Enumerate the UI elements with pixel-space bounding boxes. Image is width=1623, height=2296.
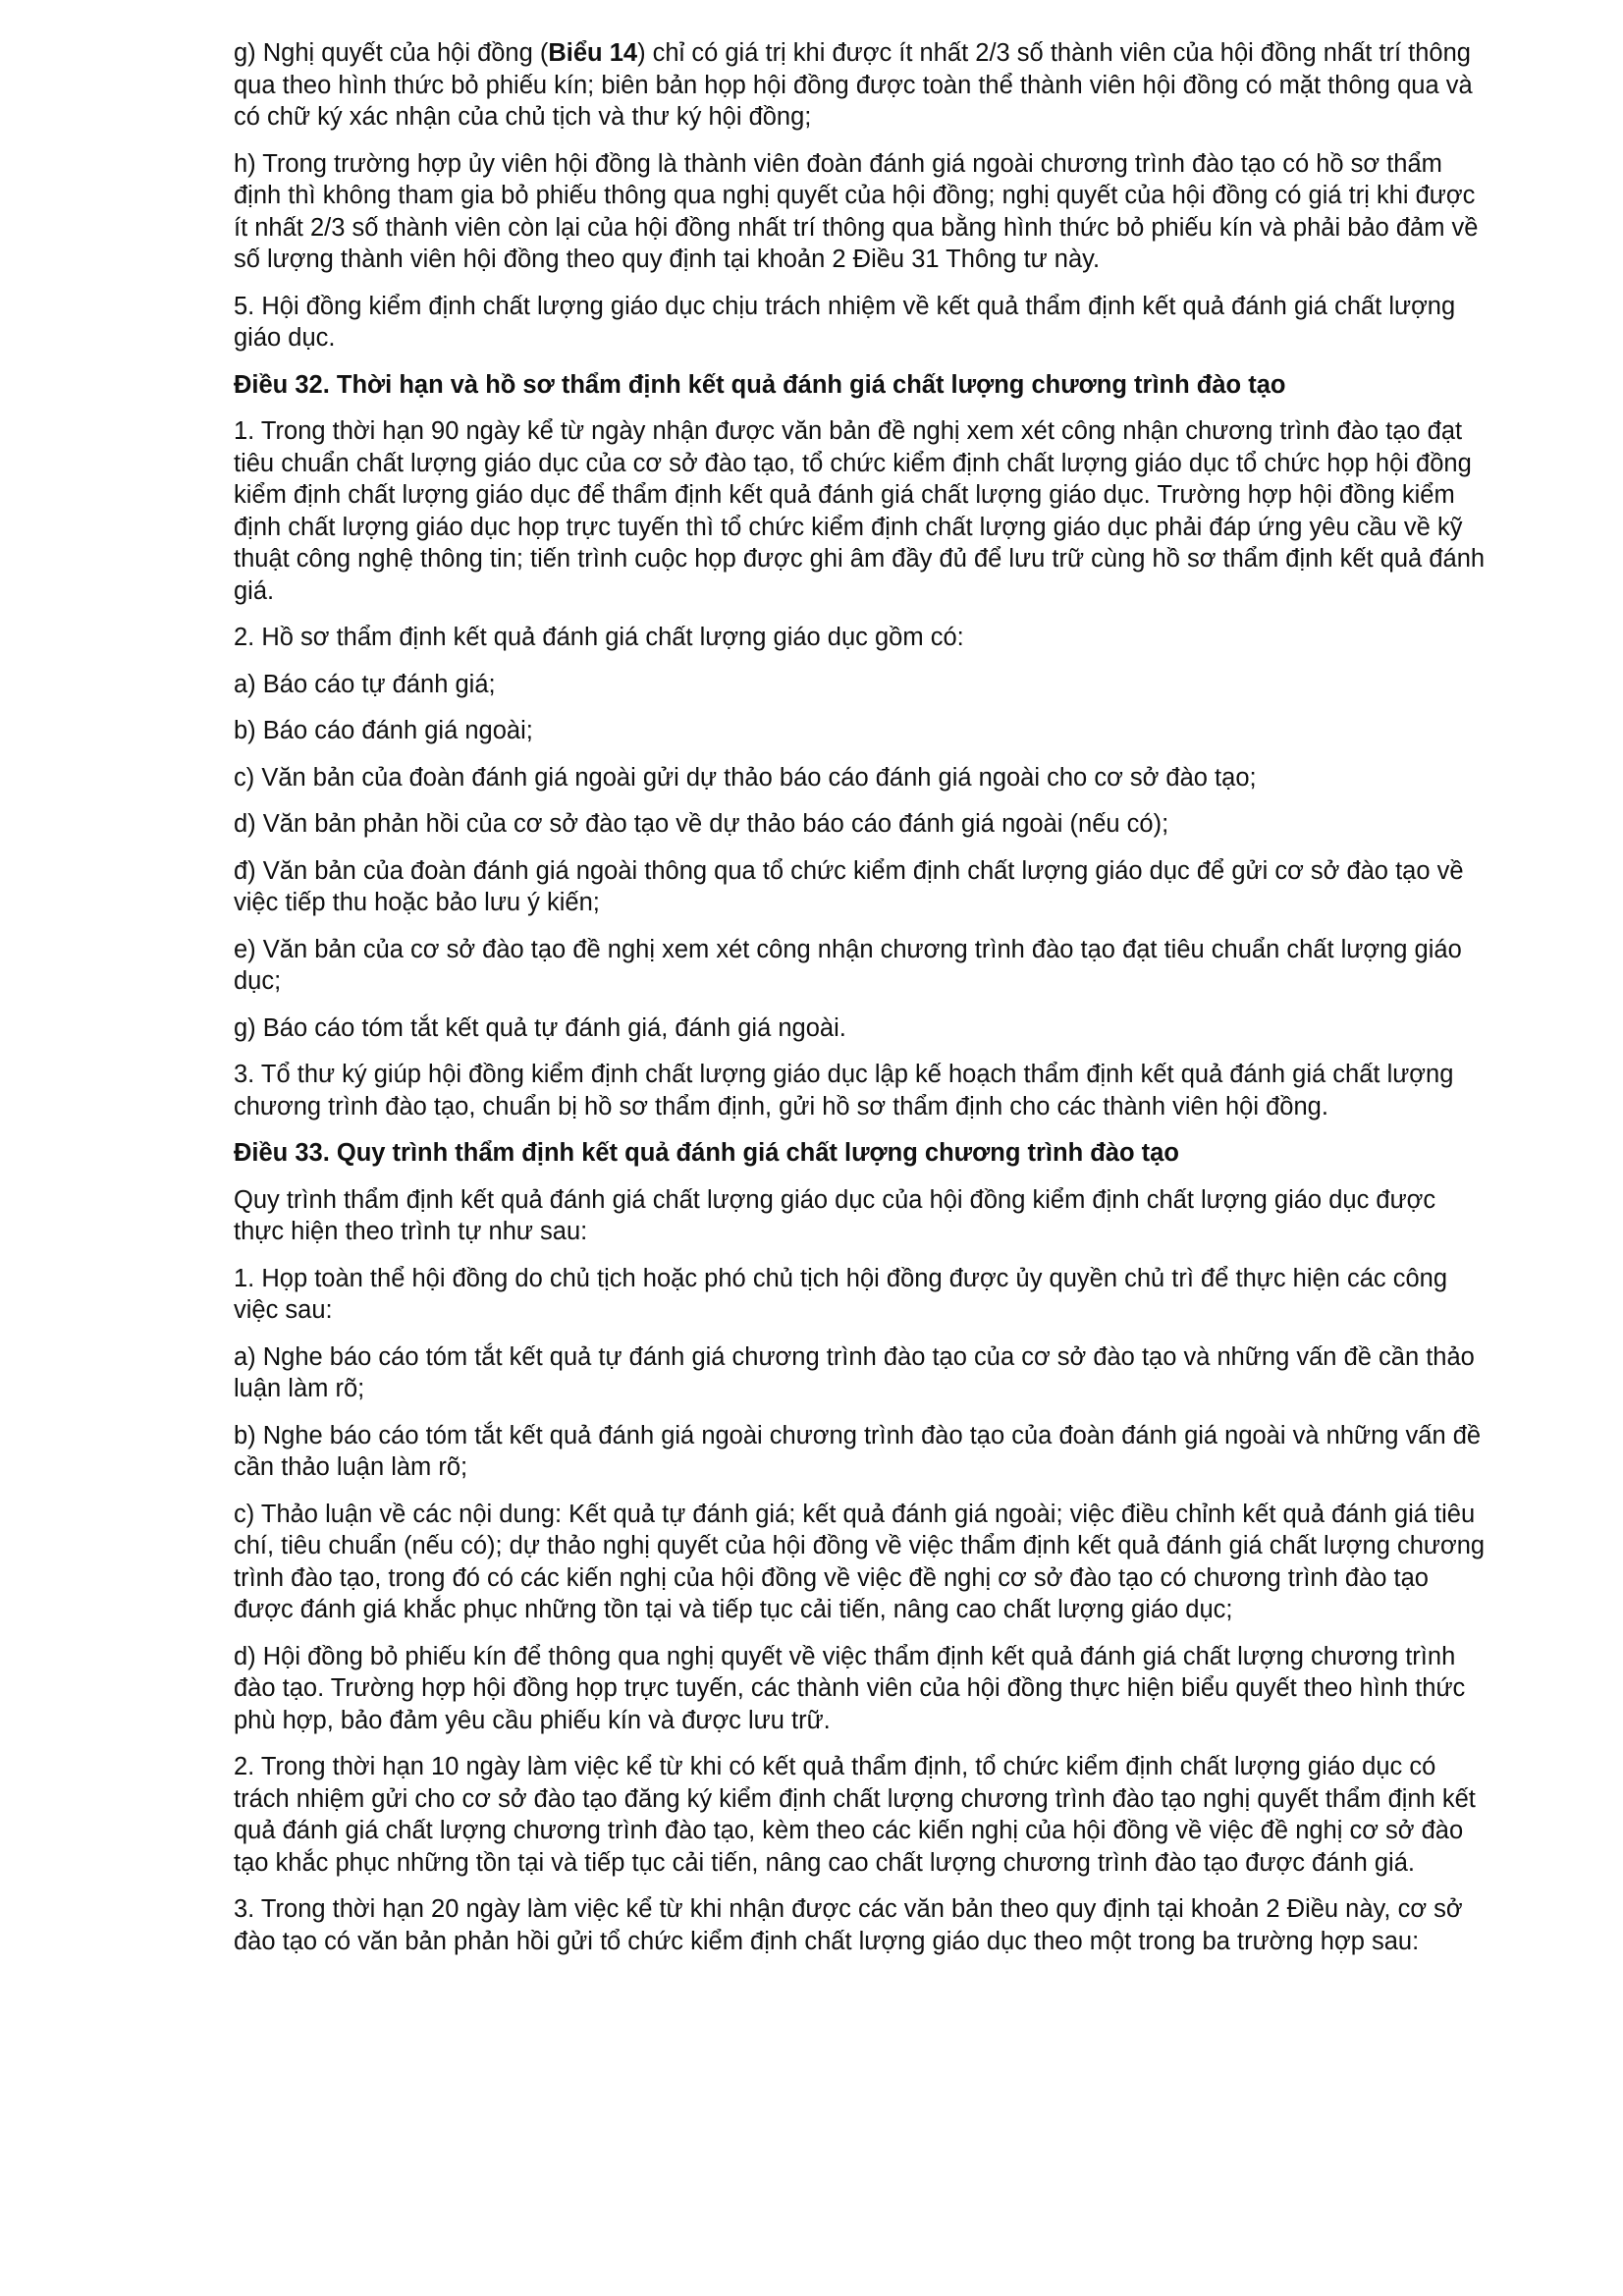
list-item-33-d: d) Hội đồng bỏ phiếu kín để thông qua nghị quyết về việc thẩm định kết quả đánh giá chất lượng chương trình đào tạo. Trường hợp hội đồng họp trực tuyến, các thành viên của hội đồng thực hiện biểu quyết theo hình thức phù hợp, bảo đảm yêu cầu phiếu kín và được lưu trữ.	[234, 1642, 1466, 1734]
paragraph-33-2: 2. Trong thời hạn 10 ngày làm việc kể từ khi có kết quả thẩm định, tổ chức kiểm định chất lượng giáo dục có trách nhiệm gửi cho cơ sở đào tạo đăng ký kiểm định chất lượng chương trình đào tạo nghị quyết thẩm định kết quả đánh giá chất lượng chương trình đào tạo, kèm theo các kiến nghị của hội đồng về việc đề nghị cơ sở đào tạo khắc phục những tồn tại và tiếp tục cải tiến, nâng cao chất lượng chương trình đào tạo được đánh giá.	[234, 1753, 1476, 1877]
paragraph-text: g) Nghị quyết của hội đồng (	[234, 39, 549, 67]
paragraph-32-3: 3. Tổ thư ký giúp hội đồng kiểm định chất lượng giáo dục lập kế hoạch thẩm định kết quả đánh giá chất lượng chương trình đào tạo, chuẩn bị hồ sơ thẩm định, gửi hồ sơ thẩm định cho các thành viên hội đồng.	[234, 1061, 1454, 1121]
list-item-33-c: c) Thảo luận về các nội dung: Kết quả tự đánh giá; kết quả đánh giá ngoài; việc điều chỉnh kết quả đánh giá tiêu chí, tiêu chuẩn (nếu có); dự thảo nghị quyết của hội đồng về việc thẩm định kết quả đánh giá chất lượng chương trình đào tạo, trong đó có các kiến nghị của hội đồng về việc đề nghị cơ sở đào tạo có chương trình đào tạo được đánh giá khắc phục những tồn tại và tiếp tục cải tiến, nâng cao chất lượng giáo dục;	[234, 1500, 1486, 1623]
document-page	[234, 37, 1490, 1972]
list-item-b: b) Báo cáo đánh giá ngoài;	[234, 717, 533, 744]
paragraph-33-1: 1. Họp toàn thể hội đồng do chủ tịch hoặc phó chủ tịch hội đồng được ủy quyền chủ trì để thực hiện các công việc sau:	[234, 1264, 1448, 1324]
paragraph-32-2: 2. Hồ sơ thẩm định kết quả đánh giá chất lượng giáo dục gồm có:	[234, 624, 964, 651]
paragraph-h-voting: h) Trong trường hợp ủy viên hội đồng là thành viên đoàn đánh giá ngoài chương trình đào tạo có hồ sơ thẩm định thì không tham gia bỏ phiếu thông qua nghị quyết của hội đồng; nghị quyết của hội đồng có giá trị khi được ít nhất 2/3 số thành viên còn lại của hội đồng nhất trí thông qua bằng hình thức bỏ phiếu kín và phải bảo đảm về số lượng thành viên hội đồng theo quy định tại khoản 2 Điều 31 Thông tư này.	[234, 149, 1479, 273]
list-item-33-b: b) Nghe báo cáo tóm tắt kết quả đánh giá ngoài chương trình đào tạo của đoàn đánh giá ngoài và những vấn đề cần thảo luận làm rõ;	[234, 1421, 1482, 1481]
list-item-g: g) Báo cáo tóm tắt kết quả tự đánh giá, đánh giá ngoài.	[234, 1013, 846, 1042]
paragraph-32-1: 1. Trong thời hạn 90 ngày kể từ ngày nhận được văn bản đề nghị xem xét công nhận chương trình đào tạo đạt tiêu chuẩn chất lượng giáo dục của cơ sở đào tạo, tổ chức kiểm định chất lượng giáo dục tổ chức họp hội đồng kiểm định chất lượng giáo dục để thẩm định kết quả đánh giá chất lượng giáo dục. Trường hợp hội đồng kiểm định chất lượng giáo dục họp trực tuyến thì tổ chức kiểm định chất lượng giáo dục phải đáp ứng yêu cầu về kỹ thuật công nghệ thông tin; tiến trình cuộc họp được ghi âm đầy đủ để lưu trữ cùng hồ sơ thẩm định kết quả đánh giá.	[234, 417, 1486, 605]
list-item-a: a) Báo cáo tự đánh giá;	[234, 670, 496, 698]
list-item-dd: đ) Văn bản của đoàn đánh giá ngoài thông qua tổ chức kiểm định chất lượng giáo dục để gửi cơ sở đào tạo về việc tiếp thu hoặc bảo lưu ý kiến;	[234, 856, 1464, 916]
list-item-e: e) Văn bản của cơ sở đào tạo đề nghị xem xét công nhận chương trình đào tạo đạt tiêu chuẩn chất lượng giáo dục;	[234, 935, 1462, 995]
form-reference: Biểu 14	[548, 39, 638, 67]
list-item-c: c) Văn bản của đoàn đánh giá ngoài gửi dự thảo báo cáo đánh giá ngoài cho cơ sở đào tạo;	[234, 763, 1257, 792]
article-33-heading: Điều 33. Quy trình thẩm định kết quả đánh giá chất lượng chương trình đào tạo	[234, 1139, 1179, 1167]
paragraph-5-responsibility: 5. Hội đồng kiểm định chất lượng giáo dục chịu trách nhiệm về kết quả thẩm định kết quả đánh giá chất lượng giáo dục.	[234, 292, 1456, 352]
paragraph-text: ) chỉ có giá trị khi được ít nhất 2/3 số thành viên của hội đồng nhất trí thông qua theo hình thức bỏ phiếu kín; biên bản họp hội đồng được toàn thể thành viên hội đồng có mặt thông qua và có chữ ký xác nhận của chủ tịch và thư ký hội đồng;	[234, 39, 1473, 131]
list-item-d: d) Văn bản phản hồi của cơ sở đào tạo về dự thảo báo cáo đánh giá ngoài (nếu có);	[234, 810, 1169, 838]
article-32-heading: Điều 32. Thời hạn và hồ sơ thẩm định kết quả đánh giá chất lượng chương trình đào tạo	[234, 370, 1286, 399]
paragraph-33-3: 3. Trong thời hạn 20 ngày làm việc kể từ khi nhận được các văn bản theo quy định tại khoản 2 Điều này, cơ sở đào tạo có văn bản phản hồi gửi tổ chức kiểm định chất lượng giáo dục theo một trong ba trường hợp sau:	[234, 1895, 1463, 1955]
paragraph-33-intro: Quy trình thẩm định kết quả đánh giá chất lượng giáo dục của hội đồng kiểm định chất lượng giáo dục được thực hiện theo trình tự như sau:	[234, 1185, 1436, 1245]
list-item-33-a: a) Nghe báo cáo tóm tắt kết quả tự đánh giá chương trình đào tạo của cơ sở đào tạo và những vấn đề cần thảo luận làm rõ;	[234, 1342, 1475, 1402]
paragraph-g-resolution	[234, 37, 1490, 134]
